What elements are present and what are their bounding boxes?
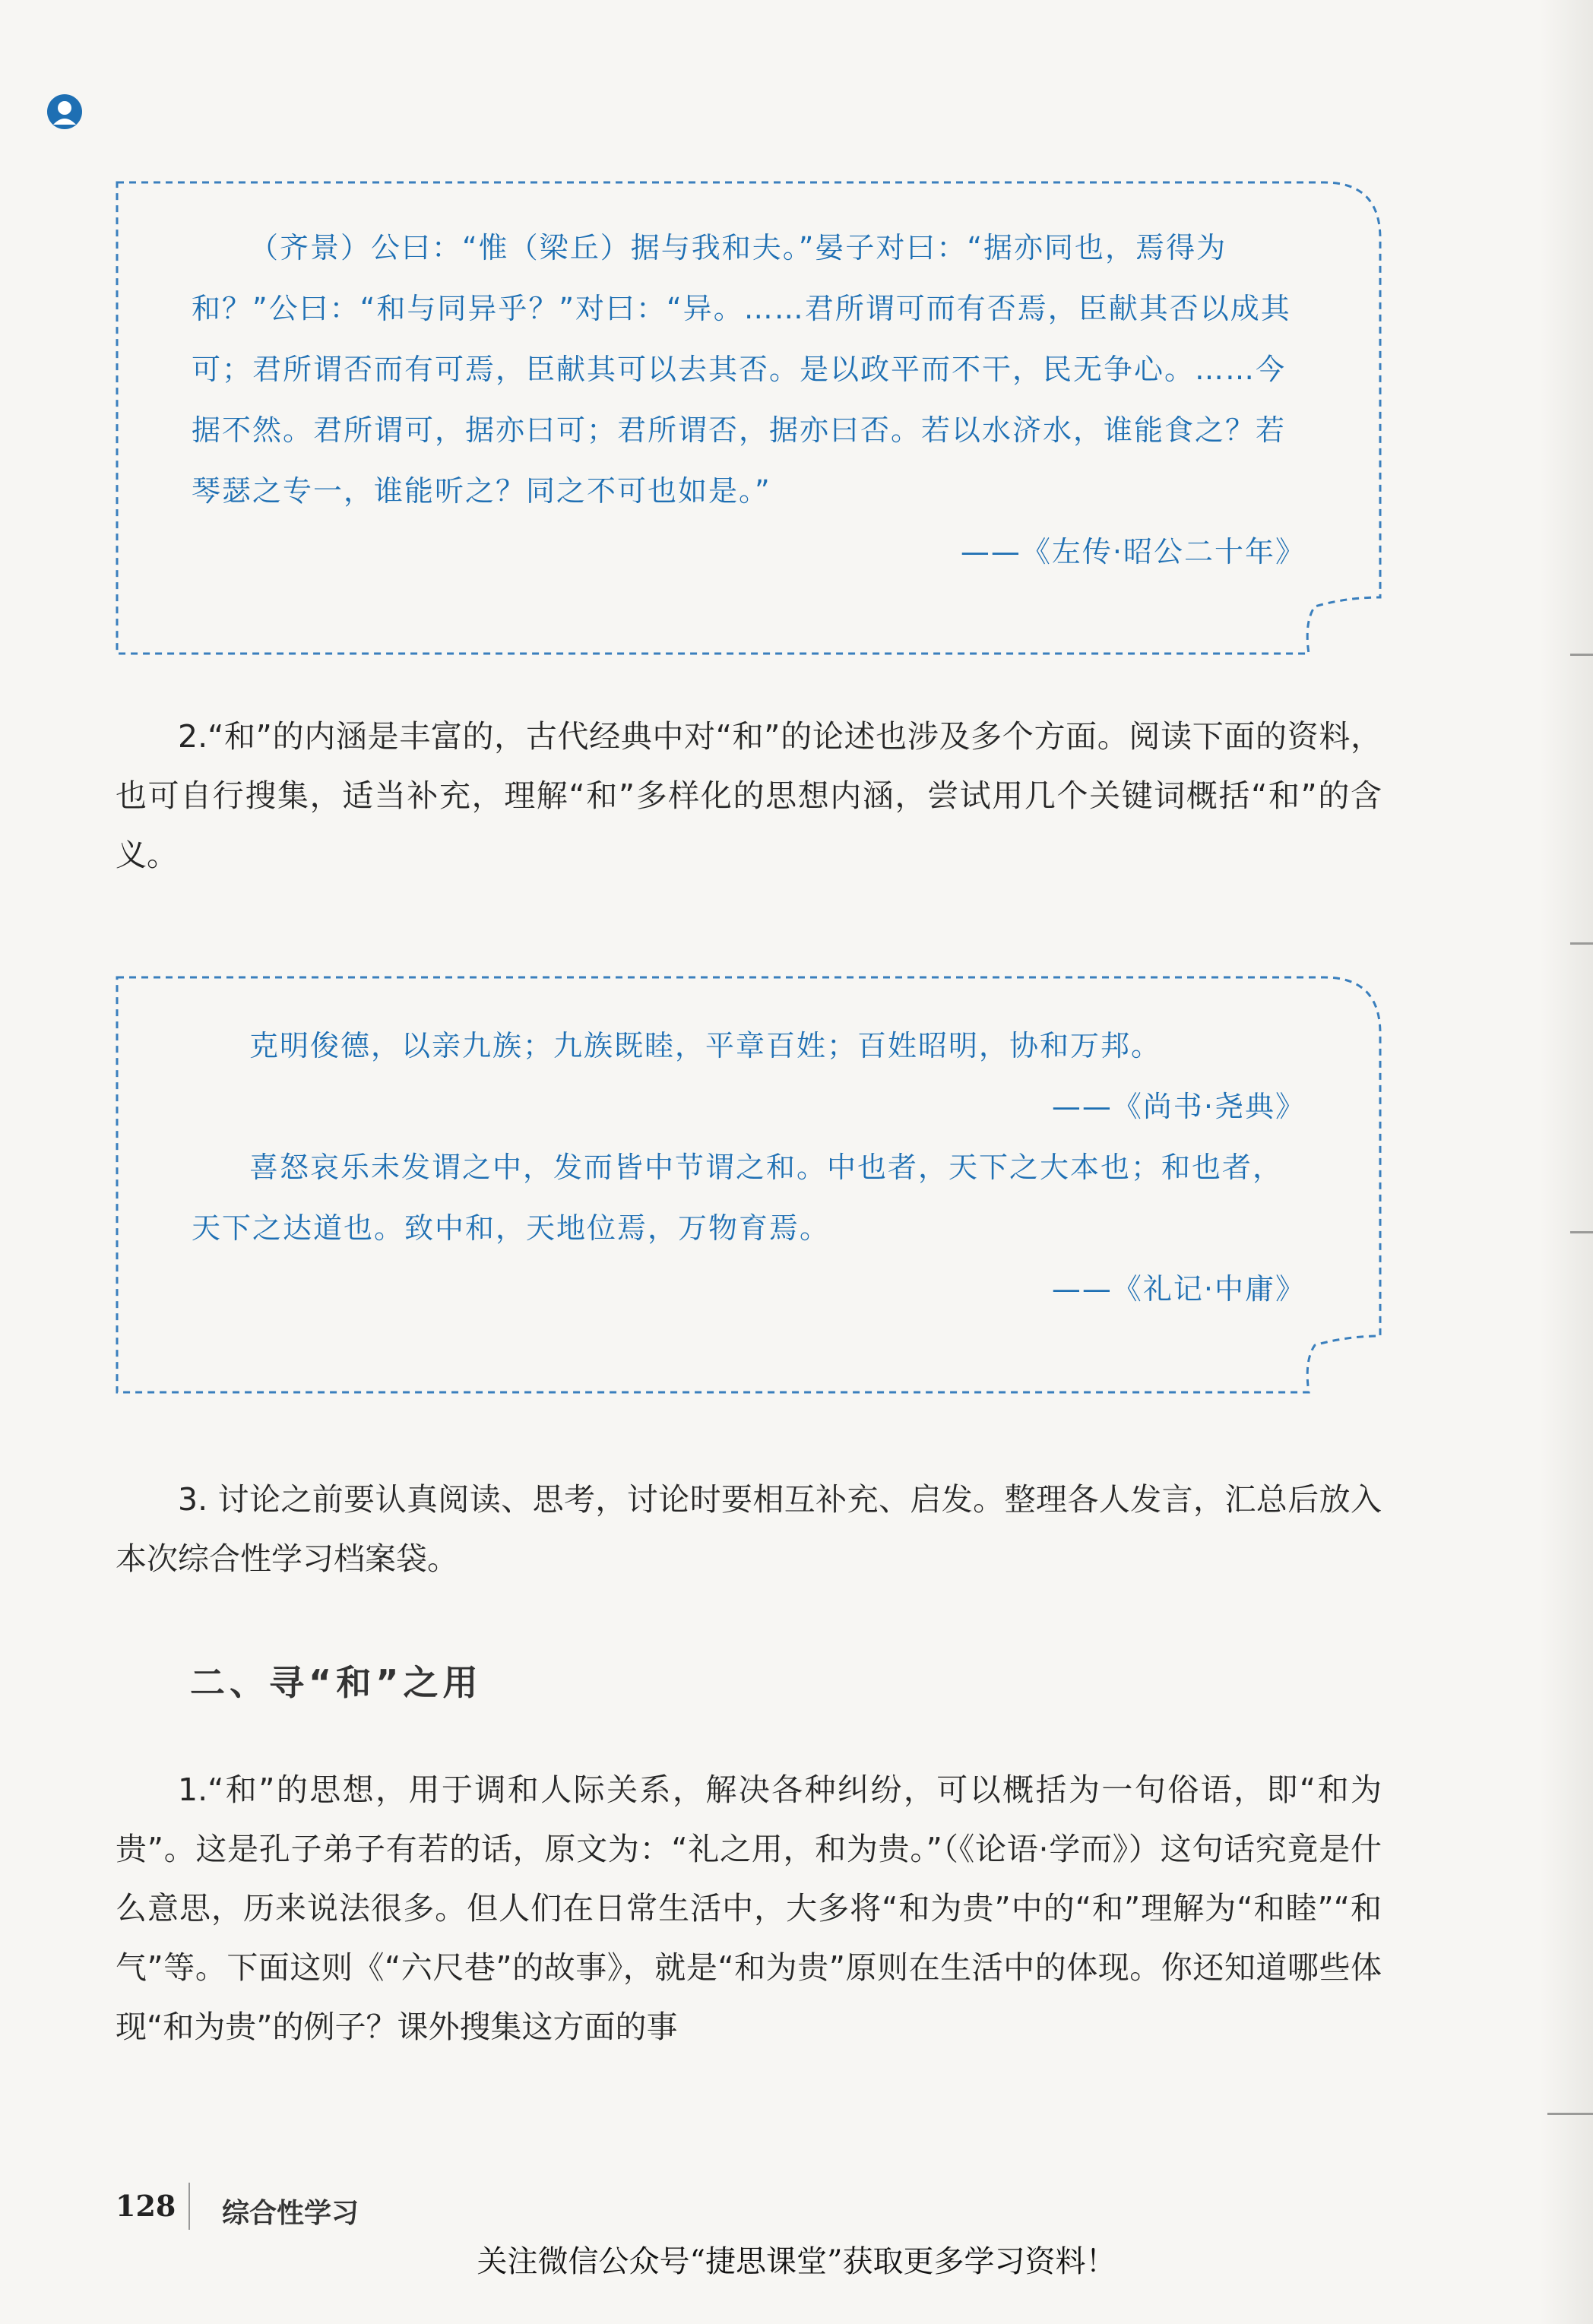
watermark-text: 关注微信公众号“捷思课堂”获取更多学习资料！ bbox=[477, 2244, 1116, 2279]
page-edge-shadow bbox=[1540, 0, 1593, 2324]
section-item-1 bbox=[116, 1760, 1382, 2056]
quote-source-liji: ——《礼记·中庸》 bbox=[1051, 1272, 1306, 1306]
quote-source-shangshu: ——《尚书·尧典》 bbox=[1051, 1090, 1306, 1123]
quote-box-shangshu-liji bbox=[116, 976, 1382, 1394]
edge-mark bbox=[1570, 654, 1593, 656]
footer-section-name: 综合性学习 bbox=[222, 2198, 359, 2229]
quote-box-zuozhuan bbox=[116, 181, 1382, 655]
footer-divider bbox=[188, 2183, 190, 2230]
quote-paragraph-shangshu: 克明俊德，以亲九族；九族既睦，平章百姓；百姓昭明，协和万邦。 bbox=[249, 1029, 1162, 1062]
edge-mark bbox=[1570, 942, 1593, 945]
edge-mark bbox=[1570, 1231, 1593, 1233]
discussion-item-2 bbox=[116, 707, 1382, 885]
quote-paragraph: （齐景）公曰：“惟（梁丘）据与我和夫。”晏子对曰：“据亦同也，焉得为和？”公曰：“和与同异乎？”对曰：“异。……君所谓可而有否焉，臣献其否以成其可；君所谓否而有可焉，臣献其可以去其否。是以政平而不干，民无争心。……今据不然。君所谓可，据亦曰可；君所谓否，据亦曰否。若以水济水，谁能食之？若琴瑟之专一，谁能听之？同之不可也如是。” bbox=[192, 231, 1291, 508]
discussion-item-3 bbox=[116, 1470, 1382, 1588]
item-3-text: 3. 讨论之前要认真阅读、思考，讨论时要相互补充、启发。整理各人发言，汇总后放入本次综合性学习档案袋。 bbox=[116, 1481, 1382, 1577]
section-item-1-text: 1.“和”的思想，用于调和人际关系，解决各种纠纷，可以概括为一句俗语，即“和为贵”。这是孔子弟子有若的话，原文为：“礼之用，和为贵。”（《论语·学而》）这句话究竟是什么意思，历来说法很多。但人们在日常生活中，大多将“和为贵”中的“和”理解为“和睦”“和气”等。下面这则《“六尺巷”的故事》，就是“和为贵”原则在生活中的体现。你还知道哪些体现“和为贵”的例子？课外搜集这方面的事 bbox=[116, 1771, 1382, 2045]
quote-text-shangshu-liji bbox=[192, 1015, 1306, 1319]
edge-mark bbox=[1547, 2113, 1593, 2115]
quote-text-zuozhuan bbox=[192, 217, 1306, 582]
section-heading: 二、寻“和”之用 bbox=[190, 1662, 483, 1703]
quote-paragraph-liji: 喜怒哀乐未发谓之中，发而皆中节谓之和。中也者，天下之大本也；和也者，天下之达道也。致中和，天地位焉，万物育焉。 bbox=[192, 1151, 1284, 1245]
item-2-text: 2.“和”的内涵是丰富的，古代经典中对“和”的论述也涉及多个方面。阅读下面的资料，也可自行搜集，适当补充，理解“和”多样化的思想内涵，尝试用几个关键词概括“和”的含义。 bbox=[116, 718, 1382, 873]
page-number: 128 bbox=[116, 2189, 176, 2223]
person-headset-icon bbox=[46, 93, 84, 131]
quote-source: ——《左传·昭公二十年》 bbox=[960, 535, 1306, 568]
